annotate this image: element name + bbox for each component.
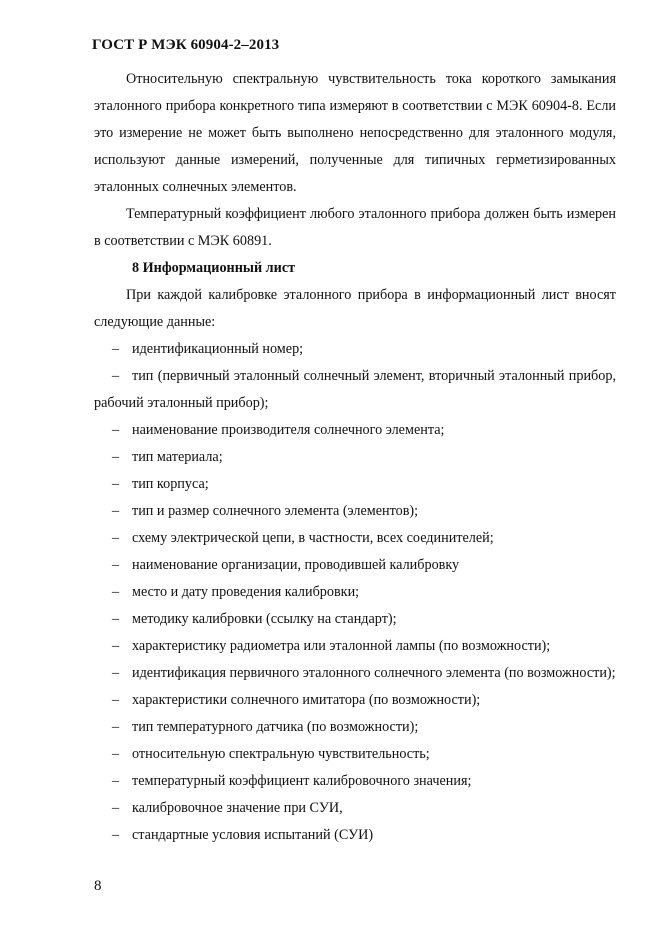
- dash-mark: –: [112, 638, 120, 654]
- dash-mark: –: [112, 530, 120, 546]
- dash-mark: –: [112, 368, 120, 384]
- dash-mark: –: [112, 449, 120, 465]
- list-item-text: тип корпуса;: [132, 476, 209, 492]
- dash-mark: –: [112, 557, 120, 573]
- list-item: [94, 552, 616, 579]
- dash-mark: –: [112, 773, 120, 789]
- list-item-text: температурный коэффициент калибровочного значения;: [132, 773, 472, 789]
- list-item: [94, 687, 616, 714]
- list-item: [94, 336, 616, 363]
- paragraph-intro: При каждой калибровке эталонного прибора в информационный лист вносят следующие данные:: [94, 287, 616, 330]
- dash-mark: –: [112, 692, 120, 708]
- page-number: 8: [94, 878, 102, 894]
- list-item-text: место и дату проведения калибровки;: [132, 584, 360, 600]
- list-item-text: тип температурного датчика (по возможности);: [132, 719, 419, 735]
- list-item-text: калибровочное значение при СУИ,: [132, 800, 343, 816]
- list-item-text: наименование производителя солнечного элемента;: [132, 422, 445, 438]
- list-item-text: тип и размер солнечного элемента (элементов);: [132, 503, 419, 519]
- dash-mark: –: [112, 719, 120, 735]
- list-item-text: характеристику радиометра или эталонной лампы (по возможности);: [132, 638, 551, 654]
- list-item-text: методику калибровки (ссылку на стандарт);: [132, 611, 397, 627]
- paragraph-temperature: Температурный коэффициент любого эталонного прибора должен быть измерен в соответствии с МЭК 60891.: [94, 206, 616, 249]
- dash-mark: –: [112, 746, 120, 762]
- list-item-text: идентификация первичного эталонного солнечного элемента (по возможности);: [132, 665, 616, 681]
- dash-mark: –: [112, 611, 120, 627]
- list-item: [94, 795, 616, 822]
- page-content: [94, 66, 616, 849]
- list-item-text: наименование организации, проводившей калибровку: [132, 557, 460, 573]
- list-item-text: схему электрической цепи, в частности, всех соединителей;: [132, 530, 494, 546]
- document-header: ГОСТ Р МЭК 60904-2–2013: [92, 37, 280, 53]
- dash-mark: –: [112, 422, 120, 438]
- list-item: [94, 822, 616, 849]
- list-item: [94, 417, 616, 444]
- list-item: [94, 741, 616, 768]
- list-item: [94, 498, 616, 525]
- list-item: [94, 714, 616, 741]
- list-item-text: характеристики солнечного имитатора (по возможности);: [132, 692, 481, 708]
- list-item-text: идентификационный номер;: [132, 341, 304, 357]
- list-item: [94, 525, 616, 552]
- section-title: 8 Информационный лист: [132, 260, 296, 276]
- list-item: [94, 660, 616, 687]
- list-item: [94, 768, 616, 795]
- dash-mark: –: [112, 665, 120, 681]
- list-item-text: тип (первичный эталонный солнечный элемент, вторичный эталонный прибор, рабочий эталонный прибор);: [94, 368, 616, 411]
- data-list: [94, 336, 616, 849]
- dash-mark: –: [112, 584, 120, 600]
- list-item: [94, 606, 616, 633]
- list-item-text: тип материала;: [132, 449, 223, 465]
- paragraph-spectral: Относительную спектральную чувствительность тока короткого замыкания эталонного прибора конкретного типа измеряют в соответствии с МЭК 60904-8. Если это измерение не может быть выполнено непосредственно для эталонного модуля, используют данные измерений, полученные для типичных герметизированных эталонных солнечных элементов.: [94, 71, 616, 195]
- list-item-text: стандартные условия испытаний (СУИ): [132, 827, 374, 843]
- dash-mark: –: [112, 827, 120, 843]
- dash-mark: –: [112, 341, 120, 357]
- list-item: [94, 471, 616, 498]
- list-item: [94, 444, 616, 471]
- list-item: [94, 633, 616, 660]
- list-item-text: относительную спектральную чувствительность;: [132, 746, 430, 762]
- dash-mark: –: [112, 800, 120, 816]
- dash-mark: –: [112, 476, 120, 492]
- list-item: [94, 579, 616, 606]
- list-item: [94, 363, 616, 417]
- dash-mark: –: [112, 503, 120, 519]
